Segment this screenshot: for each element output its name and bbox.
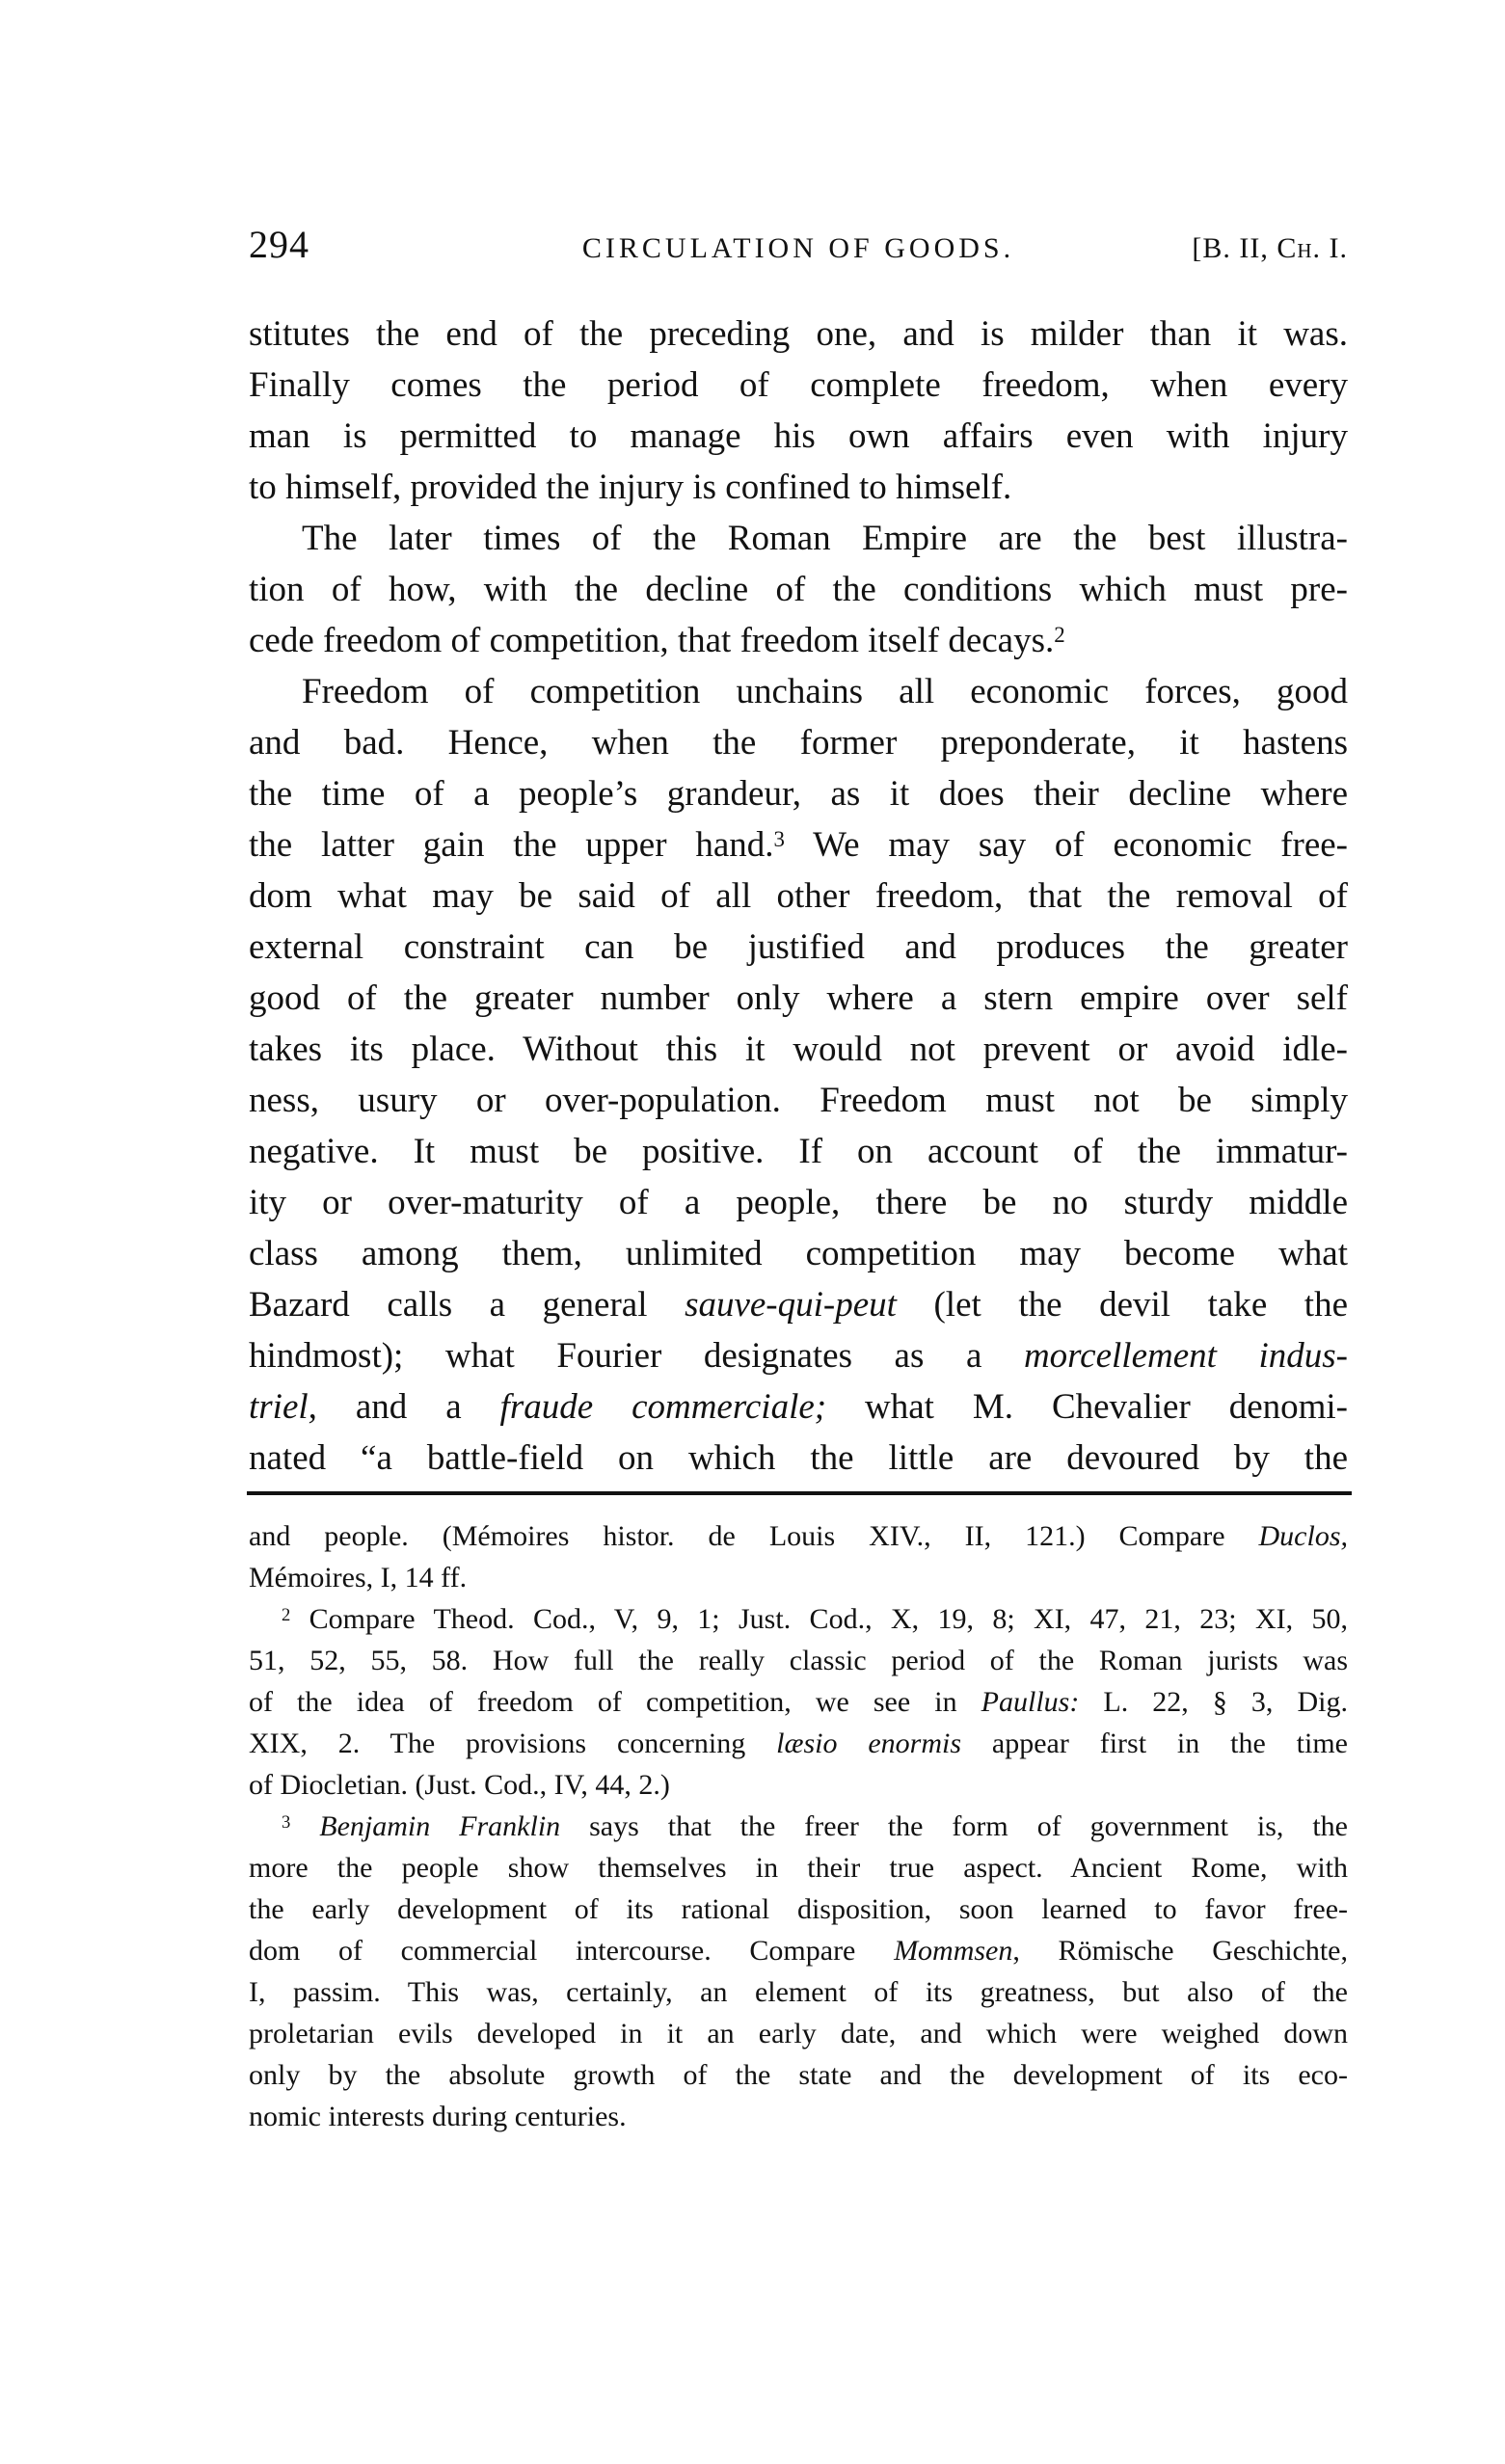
footnote-line: [249, 1764, 1348, 1806]
text-run: L. 22, § 3, Dig.: [1079, 1686, 1348, 1718]
footnote-marker: 2: [282, 1604, 291, 1625]
body-line: [249, 922, 1348, 973]
text-run: (let the devil take the: [896, 1285, 1348, 1325]
body-line: [249, 615, 1348, 666]
text-run: nated “a battle-field on which the little are devoured by the: [249, 1438, 1348, 1478]
body-line: [249, 1433, 1348, 1484]
text-run: morcellement indus-: [1023, 1336, 1348, 1376]
text-run: to himself, provided the injury is confined to himself.: [249, 468, 1012, 507]
body-line: [249, 1330, 1348, 1381]
body-line: [249, 717, 1348, 768]
footnote-marker: 3: [773, 826, 785, 851]
text-run: læsio enormis: [776, 1727, 962, 1759]
footnote-line: [249, 2096, 1348, 2137]
text-run: dom what may be said of all other freedom, that the removal of: [249, 876, 1348, 916]
text-run: Mommsen: [894, 1935, 1013, 1967]
text-run: 51, 52, 55, 58. How full the really classic period of the Roman jurists was: [249, 1645, 1348, 1676]
text-run: [290, 1810, 319, 1842]
text-run: and people. (Mémoires histor. de Louis XIV., II, 121.) Compare: [249, 1520, 1259, 1552]
text-run: man is permitted to manage his own affairs even with injury: [249, 416, 1348, 456]
footnotes: [249, 1515, 1348, 2137]
text-run: nomic interests during centuries.: [249, 2101, 627, 2132]
text-run: We may say of economic free-: [785, 825, 1348, 865]
text-run: takes its place. Without this it would not prevent or avoid idle-: [249, 1030, 1348, 1069]
body-line: [249, 768, 1348, 819]
text-run: cede freedom of competition, that freedom itself decays.: [249, 621, 1055, 660]
text-run: Compare Theod. Cod., V, 9, 1; Just. Cod., X, 19, 8; XI, 47, 21, 23; XI, 50,: [290, 1603, 1348, 1635]
text-run: Bazard calls a general: [249, 1285, 685, 1325]
text-run: and a: [316, 1387, 500, 1427]
footnote-line: [249, 2054, 1348, 2096]
text-run: Benjamin Franklin: [319, 1810, 561, 1842]
text-run: good of the greater number only where a stern empire over self: [249, 978, 1348, 1018]
text-run: says that the freer the form of government is, the: [560, 1810, 1348, 1842]
running-header: [249, 222, 1348, 267]
footnote-line: [249, 1806, 1348, 1847]
running-title: CIRCULATION OF GOODS.: [581, 232, 1015, 264]
footnote-line: [249, 1557, 1348, 1598]
text-run: appear first in the time: [961, 1727, 1348, 1759]
body-line: [249, 1177, 1348, 1228]
text-run: negative. It must be positive. If on account of the immatur-: [249, 1132, 1348, 1171]
body-line: [249, 411, 1348, 462]
footnote-line: [249, 1681, 1348, 1723]
page-number: 294: [249, 223, 309, 266]
footnote-line: [249, 1971, 1348, 2013]
body-line: [249, 1024, 1348, 1075]
text-run: proletarian evils developed in it an early date, and which were weighed down: [249, 2018, 1348, 2049]
text-run: The later times of the Roman Empire are the best illustra-: [302, 519, 1348, 558]
text-run: the time of a people’s grandeur, as it does their decline where: [249, 774, 1348, 814]
text-run: , Römische Geschichte,: [1012, 1935, 1348, 1967]
text-run: ness, usury or over-population. Freedom must not be simply: [249, 1081, 1348, 1120]
body-text: [249, 308, 1348, 1484]
text-run: hindmost); what Fourier designates as a: [249, 1336, 1024, 1376]
body-line: [249, 819, 1348, 870]
footnote-line: [249, 1723, 1348, 1764]
text-run: fraude commerciale;: [499, 1387, 827, 1427]
footnote-line: [249, 1888, 1348, 1930]
text-run: I, passim. This was, certainly, an element of its greatness, but also of the: [249, 1976, 1348, 2008]
body-line: [249, 1228, 1348, 1279]
footnote-marker: 2: [1054, 622, 1065, 647]
text-run: Mémoires, I, 14 ff.: [249, 1562, 468, 1594]
text-run: Finally comes the period of complete freedom, when every: [249, 365, 1348, 405]
text-run: only by the absolute growth of the state and the development of its eco-: [249, 2059, 1348, 2091]
text-run: external constraint can be justified and produces the greater: [249, 927, 1348, 967]
text-run: ity or over-maturity of a people, there be no sturdy middle: [249, 1183, 1348, 1222]
body-line: [249, 1075, 1348, 1126]
text-run: the early development of its rational disposition, soon learned to favor free-: [249, 1893, 1348, 1925]
text-run: of Diocletian. (Just. Cod., IV, 44, 2.): [249, 1769, 670, 1801]
text-run: XIX, 2. The provisions concerning: [249, 1727, 777, 1759]
text-run: what M. Chevalier denomi-: [826, 1387, 1348, 1427]
footnote-line: [249, 1598, 1348, 1640]
body-line: [249, 870, 1348, 922]
text-run: Paullus:: [981, 1686, 1080, 1718]
text-run: more the people show themselves in their true aspect. Ancient Rome, with: [249, 1852, 1348, 1884]
footnote-line: [249, 1515, 1348, 1557]
footnote-line: [249, 1847, 1348, 1888]
footnote-line: [249, 2013, 1348, 2054]
body-line: [249, 308, 1348, 360]
text-run: of the idea of freedom of competition, we see in: [249, 1686, 981, 1718]
body-line: [249, 1126, 1348, 1177]
text-run: sauve-qui-peut: [685, 1285, 897, 1325]
text-run: the latter gain the upper hand.: [249, 825, 774, 865]
footnote-line: [249, 1930, 1348, 1971]
chapter-reference: [B. II, Ch. I.: [1192, 232, 1348, 264]
text-run: Freedom of competition unchains all economic forces, good: [302, 672, 1348, 711]
footnote-marker: 3: [282, 1811, 291, 1833]
body-line: [249, 973, 1348, 1024]
footnote-separator-rule: [247, 1491, 1352, 1495]
text-run: dom of commercial intercourse. Compare: [249, 1935, 895, 1967]
body-line: [249, 1381, 1348, 1433]
body-line: [249, 360, 1348, 411]
text-run: class among them, unlimited competition may become what: [249, 1234, 1348, 1273]
text-run: Duclos,: [1258, 1520, 1348, 1552]
text-run: tion of how, with the decline of the conditions which must pre-: [249, 570, 1348, 609]
body-line: [249, 513, 1348, 564]
text-run: stitutes the end of the preceding one, and is milder than it was.: [249, 314, 1348, 354]
text-run: and bad. Hence, when the former preponderate, it hastens: [249, 723, 1348, 763]
footnote-line: [249, 1640, 1348, 1681]
text-run: triel,: [249, 1387, 317, 1427]
body-line: [249, 1279, 1348, 1330]
body-line: [249, 564, 1348, 615]
body-line: [249, 462, 1348, 513]
body-line: [249, 666, 1348, 717]
